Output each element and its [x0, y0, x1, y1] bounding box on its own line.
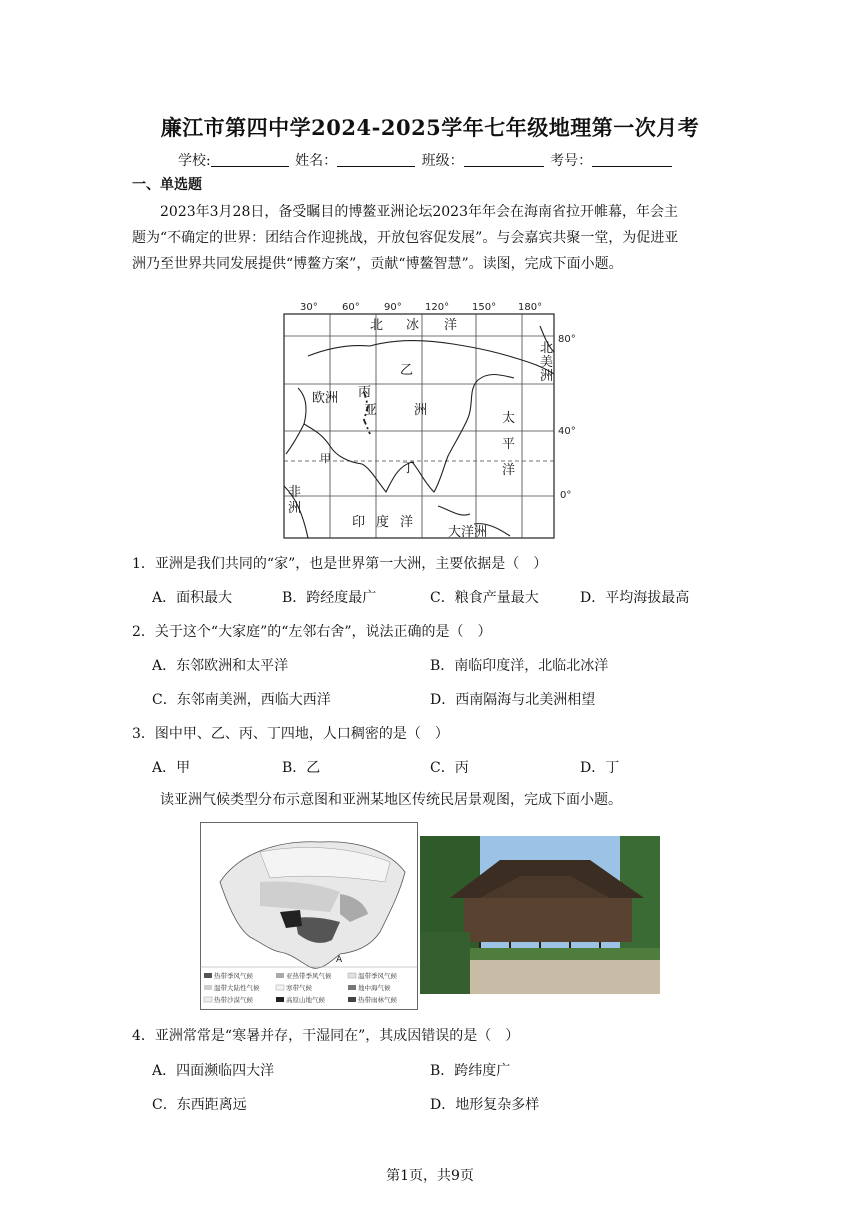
foreground-tree	[420, 932, 470, 994]
school-label: 学校:	[178, 153, 211, 169]
pacific-label: 洋	[502, 463, 516, 478]
legend-item: 温带大陆性气候	[214, 984, 260, 992]
north-america-label: 洲	[540, 369, 554, 384]
indian-ocean-label: 印	[352, 515, 366, 530]
latitude-label: 40°	[558, 426, 576, 437]
pacific-label: 平	[502, 437, 516, 452]
q4-option-c[interactable]: C．东西距离远	[152, 1097, 247, 1113]
exam-number-label: 考号：	[550, 153, 593, 169]
legend-swatch	[276, 973, 284, 978]
class-label: 班级：	[421, 153, 464, 169]
map-frame	[284, 314, 554, 538]
longitude-label: 150°	[472, 302, 497, 313]
legend-item: 寒带气候	[286, 984, 312, 992]
latitude-label: 80°	[558, 334, 576, 345]
q3-option-d[interactable]: D．丁	[580, 760, 620, 776]
exam-number-blank	[592, 151, 672, 167]
legend-item: 温带季风气候	[358, 972, 397, 980]
north-america-label: 北	[540, 341, 554, 356]
north-america-label: 美	[540, 355, 554, 370]
page-title: 廉江市第四中学2024-2025学年七年级地理第一次月考	[160, 115, 700, 140]
class-blank	[464, 151, 544, 167]
point-bing-label: 丙	[358, 385, 372, 400]
legend-item: 热带雨林气候	[358, 996, 397, 1004]
point-a-label: A	[336, 955, 343, 965]
arctic-coastline	[308, 341, 554, 375]
q4-option-a[interactable]: A．四面濒临四大洋	[152, 1063, 275, 1079]
europe-label: 欧洲	[312, 391, 339, 406]
legend-swatch	[348, 997, 356, 1002]
q4-option-b[interactable]: B．跨纬度广	[430, 1063, 511, 1079]
q2-option-b[interactable]: B．南临印度洋，北临北冰洋	[430, 658, 609, 674]
longitude-label: 180°	[518, 302, 543, 313]
legend-item: 高原山地气候	[286, 996, 325, 1004]
latitude-label: 0°	[560, 490, 572, 501]
asia-label: 亚	[364, 403, 378, 418]
intro-paragraph	[132, 199, 730, 277]
intro-line: 题为“不确定的世界：团结合作迎挑战，开放包容促发展”。与会嘉宾共聚一堂，为促进亚	[132, 230, 679, 246]
legend-swatch	[276, 997, 284, 1002]
question-2: 2．关于这个“大家庭”的“左邻右舍”，说法正确的是（ ）	[132, 624, 492, 640]
page-footer: 第1页，共9页	[386, 1168, 474, 1184]
oceania-label: 大洋洲	[448, 525, 488, 540]
question-4: 4．亚洲常常是“寒暑并存，干湿同在”，其成因错误的是（ ）	[132, 1028, 520, 1044]
indian-ocean-label: 度	[376, 515, 390, 530]
legend-item: 热带季风气候	[214, 972, 253, 980]
point-yi-label: 乙	[400, 363, 414, 378]
q1-option-a[interactable]: A．面积最大	[152, 590, 233, 606]
legend-swatch	[204, 985, 212, 990]
legend-swatch	[348, 985, 356, 990]
name-blank	[337, 151, 415, 167]
q3-option-b[interactable]: B．乙	[282, 760, 321, 776]
graticule	[284, 314, 554, 538]
intro-line: 洲乃至世界共同发展提供“博鳌方案”，贡献“博鳌智慧”。读图，完成下面小题。	[132, 256, 623, 272]
q1-option-d[interactable]: D．平均海拔最高	[580, 590, 690, 606]
legend-item: 地中海气候	[358, 984, 391, 992]
q3-option-c[interactable]: C．丙	[430, 760, 469, 776]
legend-swatch	[204, 997, 212, 1002]
question-3: 3．图中甲、乙、丙、丁四地，人口稠密的是（ ）	[132, 726, 449, 742]
asia-climate-map	[200, 822, 418, 1010]
longitude-label: 30°	[300, 302, 318, 313]
legend-swatch	[204, 973, 212, 978]
intro-line: 2023年3月28日，备受瞩目的博鳌亚洲论坛2023年年会在海南省拉开帷幕，年会主	[160, 204, 678, 220]
arctic-ocean-label: 冰	[406, 318, 420, 333]
africa-label: 洲	[288, 501, 302, 516]
student-info-line	[178, 150, 674, 170]
intro-paragraph-2: 读亚洲气候类型分布示意图和亚洲某地区传统民居景观图，完成下面小题。	[160, 792, 622, 808]
q1-option-b[interactable]: B．跨经度最广	[282, 590, 377, 606]
arctic-ocean-label: 洋	[444, 318, 458, 333]
point-ding-label: 丁	[402, 461, 416, 476]
point-jia-label: 甲	[320, 452, 331, 465]
legend-item: 热带沙漠气候	[214, 996, 253, 1004]
pacific-label: 太	[502, 411, 516, 426]
legend-item: 亚热带季风气候	[286, 972, 332, 980]
traditional-house-photo	[420, 836, 660, 994]
school-blank	[211, 151, 289, 167]
house-body	[464, 898, 632, 942]
longitude-label: 90°	[384, 302, 402, 313]
legend-swatch	[276, 985, 284, 990]
question-1: 1．亚洲是我们共同的“家”，也是世界第一大洲，主要依据是（ ）	[132, 556, 548, 572]
section-heading: 一、单选题	[132, 177, 202, 193]
arctic-ocean-label: 北	[370, 318, 384, 333]
q2-option-a[interactable]: A．东邻欧洲和太平洋	[152, 658, 289, 674]
longitude-label: 60°	[342, 302, 360, 313]
asia-label: 洲	[414, 403, 428, 418]
longitude-label: 120°	[425, 302, 450, 313]
q2-option-c[interactable]: C．东邻南美洲，西临大西洋	[152, 692, 331, 708]
q3-option-a[interactable]: A．甲	[152, 760, 191, 776]
africa-label: 非	[288, 485, 302, 500]
asia-location-map	[278, 296, 578, 542]
legend-swatch	[348, 973, 356, 978]
q2-option-d[interactable]: D．西南隔海与北美洲相望	[430, 692, 596, 708]
q4-option-d[interactable]: D．地形复杂多样	[430, 1097, 540, 1113]
indian-ocean-label: 洋	[400, 515, 414, 530]
q1-option-c[interactable]: C．粮食产量最大	[430, 590, 539, 606]
name-label: 姓名：	[295, 153, 338, 169]
